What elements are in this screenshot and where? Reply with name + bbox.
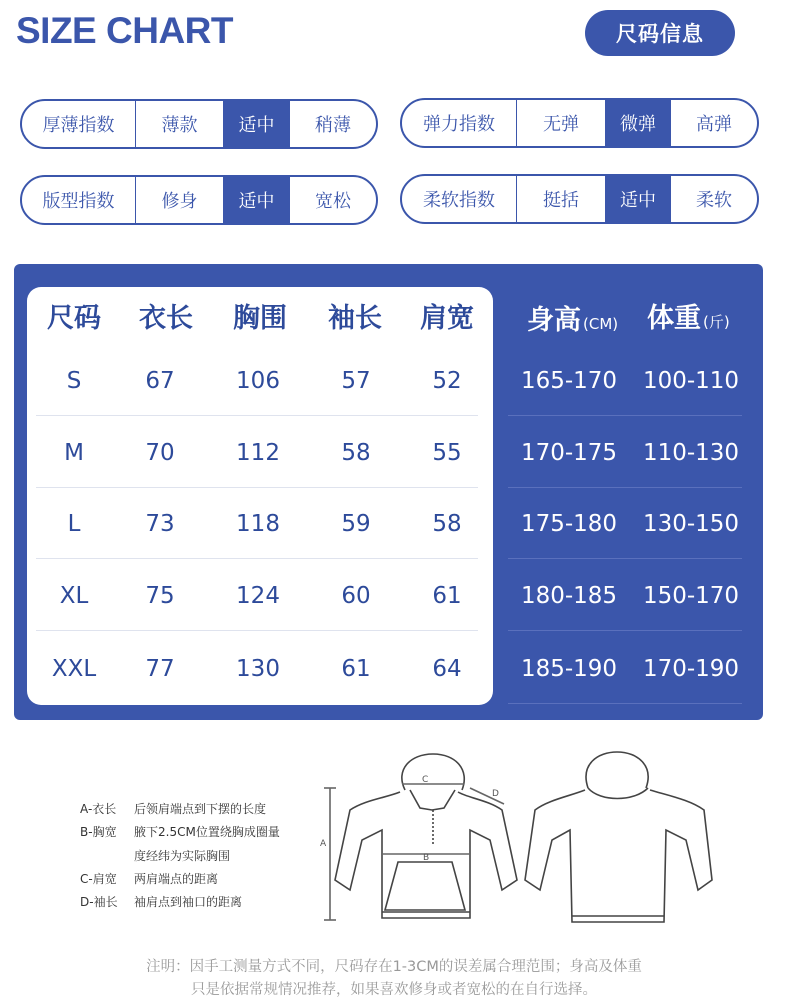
header-weight xyxy=(647,296,730,335)
weight-header-text: 体重 xyxy=(647,303,701,334)
cell-size: S xyxy=(66,368,82,394)
note-line-2: 只是依据常规情况推荐，如果喜欢修身或者宽松的在自行选择。 xyxy=(191,982,597,998)
row-divider xyxy=(36,487,478,488)
cell-height: 185-190 xyxy=(520,656,618,682)
thickness-option-slightly-thin: 稍薄 xyxy=(289,101,376,147)
header-shoulder: 肩宽 xyxy=(420,303,474,334)
row-divider xyxy=(36,415,478,416)
cell-length: 75 xyxy=(145,583,175,609)
row-divider xyxy=(508,415,742,416)
cell-shoulder: 64 xyxy=(432,656,462,682)
thickness-option-thin: 薄款 xyxy=(135,101,223,147)
cell-height: 165-170 xyxy=(520,368,618,394)
cell-height: 180-185 xyxy=(520,583,618,609)
cell-sleeve: 57 xyxy=(341,368,371,394)
cell-sleeve: 58 xyxy=(341,440,371,466)
cell-sleeve: 59 xyxy=(341,511,371,537)
label-a: A xyxy=(320,839,327,849)
label-c: C xyxy=(422,775,429,785)
row-divider xyxy=(508,703,742,704)
cell-length: 77 xyxy=(145,656,175,682)
cell-shoulder: 58 xyxy=(432,511,462,537)
row-divider xyxy=(508,487,742,488)
elasticity-option-slight: 微弹 xyxy=(605,100,670,146)
header-sleeve: 袖长 xyxy=(328,303,382,334)
legend-key: D-袖长 xyxy=(80,895,118,909)
cell-length: 70 xyxy=(145,440,175,466)
legend-row xyxy=(80,823,280,840)
elasticity-index xyxy=(400,98,759,148)
softness-label: 柔软指数 xyxy=(423,190,495,211)
row-divider xyxy=(508,630,742,631)
hoodie-measurement-diagram xyxy=(0,740,788,940)
cell-shoulder: 55 xyxy=(432,440,462,466)
legend-key: B-胸宽 xyxy=(80,825,117,839)
row-divider xyxy=(36,558,478,559)
size-measurements-card xyxy=(27,287,493,705)
header-chest: 胸围 xyxy=(233,303,287,334)
fit-option-regular: 适中 xyxy=(223,177,289,223)
height-header-text: 身高 xyxy=(527,305,581,336)
elasticity-option-none: 无弹 xyxy=(516,100,605,146)
legend-row xyxy=(80,870,218,887)
cell-weight: 170-190 xyxy=(642,656,740,682)
legend-text: 后领肩端点到下摆的长度 xyxy=(134,802,267,816)
label-d: D xyxy=(492,789,499,799)
cell-height: 170-175 xyxy=(520,440,618,466)
softness-option-medium: 适中 xyxy=(605,176,670,222)
cell-chest: 130 xyxy=(236,656,280,682)
row-divider xyxy=(508,558,742,559)
label-b: B xyxy=(423,853,430,863)
cell-shoulder: 61 xyxy=(432,583,462,609)
legend-text: 两肩端点的距离 xyxy=(134,872,219,886)
cell-chest: 112 xyxy=(236,440,280,466)
hoodie-back-outline xyxy=(525,752,712,922)
cell-height: 175-180 xyxy=(520,511,618,537)
legend-key: A-衣长 xyxy=(80,802,117,816)
cell-weight: 100-110 xyxy=(642,368,740,394)
cell-size: XXL xyxy=(51,656,97,682)
header-size: 尺码 xyxy=(47,303,101,334)
fit-option-slim: 修身 xyxy=(135,177,223,223)
legend-text: 度经纬为实际胸围 xyxy=(134,849,231,863)
fit-index xyxy=(20,175,378,225)
legend-text: 腋下2.5CM位置绕胸成圈量 xyxy=(134,825,280,839)
elasticity-option-high: 高弹 xyxy=(670,100,757,146)
cell-sleeve: 60 xyxy=(341,583,371,609)
softness-option-crisp: 挺括 xyxy=(516,176,605,222)
fit-option-loose: 宽松 xyxy=(289,177,376,223)
row-divider xyxy=(36,630,478,631)
cell-length: 67 xyxy=(145,368,175,394)
size-chart-title: SIZE CHART xyxy=(16,10,233,51)
fit-label: 版型指数 xyxy=(42,191,115,212)
height-unit: (CM) xyxy=(583,315,619,333)
note-line-1: 注明：因手工测量方式不同，尺码存在1-3CM的误差属合理范围；身高及体重 xyxy=(146,959,642,975)
legend-row xyxy=(80,893,242,910)
header-length: 衣长 xyxy=(139,303,193,334)
thickness-option-medium: 适中 xyxy=(223,101,289,147)
softness-option-soft: 柔软 xyxy=(670,176,757,222)
elasticity-label: 弹力指数 xyxy=(423,114,495,135)
legend-key xyxy=(80,847,134,864)
cell-size: M xyxy=(64,440,84,466)
legend-text: 袖肩点到袖口的距离 xyxy=(134,895,243,909)
cell-size: L xyxy=(67,511,81,537)
legend-row xyxy=(80,847,230,864)
cell-chest: 106 xyxy=(236,368,280,394)
weight-unit: (斤) xyxy=(703,313,730,331)
size-info-badge: 尺码信息 xyxy=(585,10,735,56)
header-height xyxy=(527,298,618,337)
cell-sleeve: 61 xyxy=(341,656,371,682)
legend-key: C-肩宽 xyxy=(80,872,117,886)
cell-weight: 150-170 xyxy=(642,583,740,609)
cell-size: XL xyxy=(59,583,89,609)
softness-index xyxy=(400,174,759,224)
cell-weight: 110-130 xyxy=(642,440,740,466)
legend-row xyxy=(80,800,266,817)
cell-length: 73 xyxy=(145,511,175,537)
thickness-index xyxy=(20,99,378,149)
thickness-label: 厚薄指数 xyxy=(42,115,115,136)
cell-chest: 124 xyxy=(236,583,280,609)
cell-chest: 118 xyxy=(236,511,280,537)
cell-weight: 130-150 xyxy=(642,511,740,537)
cell-shoulder: 52 xyxy=(432,368,462,394)
